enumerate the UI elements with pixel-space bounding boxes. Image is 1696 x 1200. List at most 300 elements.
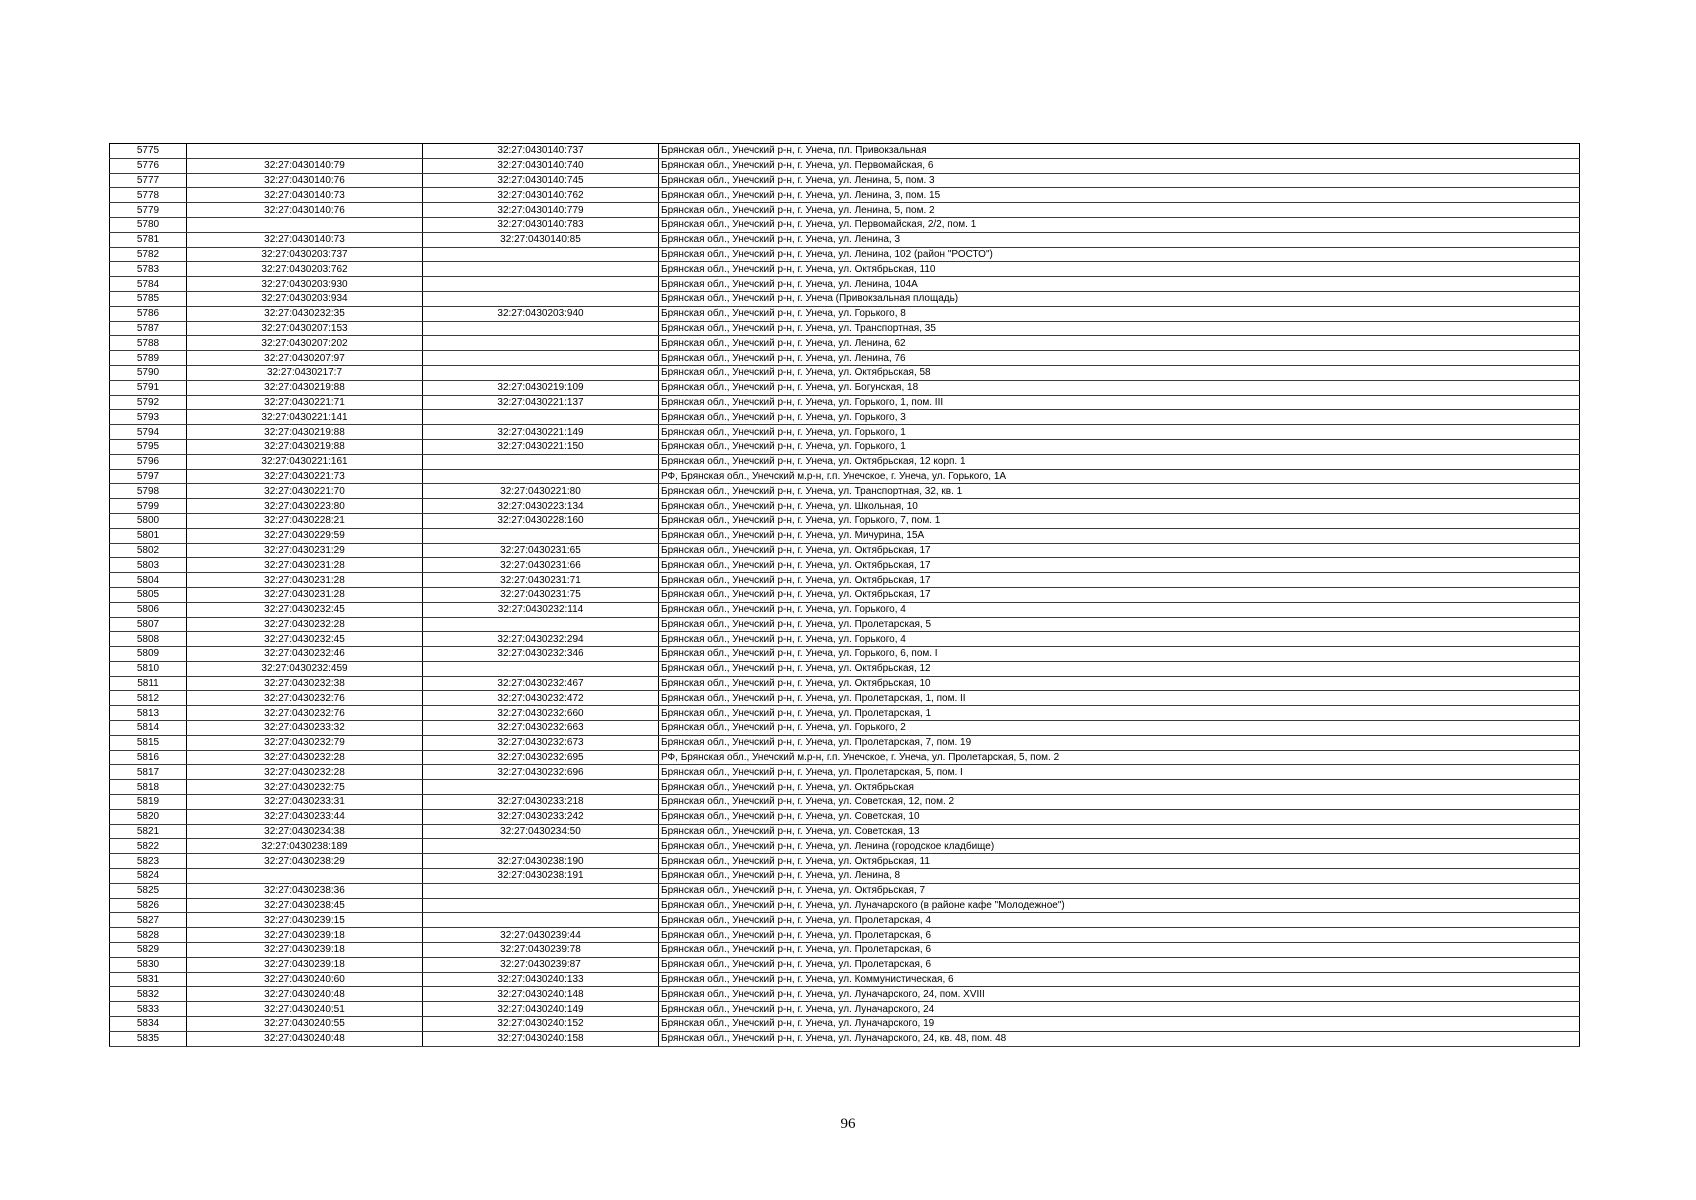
row-number-cell: 5786	[110, 306, 187, 321]
address-cell: Брянская обл., Унечский р-н, г. Унеча, ул. Луначарского, 24, кв. 48, пом. 48	[659, 1031, 1580, 1046]
row-number-cell: 5832	[110, 987, 187, 1002]
object-number-cell	[423, 883, 659, 898]
object-number-cell: 32:27:0430232:472	[423, 691, 659, 706]
row-number-cell: 5828	[110, 928, 187, 943]
land-parcel-number-cell: 32:27:0430203:934	[187, 291, 423, 306]
address-cell: Брянская обл., Унечский р-н, г. Унеча, ул. Горького, 6, пом. I	[659, 647, 1580, 662]
land-parcel-number-cell: 32:27:0430239:18	[187, 928, 423, 943]
address-cell: Брянская обл., Унечский р-н, г. Унеча (Привокзальная площадь)	[659, 291, 1580, 306]
land-parcel-number-cell: 32:27:0430221:73	[187, 469, 423, 484]
object-number-cell	[423, 661, 659, 676]
object-number-cell: 32:27:0430240:152	[423, 1017, 659, 1032]
land-parcel-number-cell: 32:27:0430217:7	[187, 365, 423, 380]
row-number-cell: 5814	[110, 721, 187, 736]
row-number-cell: 5791	[110, 380, 187, 395]
address-cell: Брянская обл., Унечский р-н, г. Унеча, ул. Ленина, 102 (район "РОСТО")	[659, 247, 1580, 262]
row-number-cell: 5831	[110, 972, 187, 987]
object-number-cell: 32:27:0430238:190	[423, 854, 659, 869]
address-cell: Брянская обл., Унечский р-н, г. Унеча, пл. Привокзальная	[659, 144, 1580, 159]
object-number-cell: 32:27:0430231:71	[423, 573, 659, 588]
object-number-cell: 32:27:0430239:78	[423, 943, 659, 958]
object-number-cell: 32:27:0430228:160	[423, 513, 659, 528]
land-parcel-number-cell: 32:27:0430228:21	[187, 513, 423, 528]
address-cell: Брянская обл., Унечский р-н, г. Унеча, ул. Первомайская, 2/2, пом. 1	[659, 217, 1580, 232]
page-number: 96	[840, 1116, 856, 1132]
land-parcel-number-cell: 32:27:0430140:76	[187, 203, 423, 218]
row-number-cell: 5806	[110, 602, 187, 617]
object-number-cell: 32:27:0430240:158	[423, 1031, 659, 1046]
address-cell: Брянская обл., Унечский р-н, г. Унеча, ул. Пролетарская, 6	[659, 957, 1580, 972]
object-number-cell: 32:27:0430219:109	[423, 380, 659, 395]
table-row	[110, 425, 1580, 440]
land-parcel-number-cell: 32:27:0430231:28	[187, 587, 423, 602]
address-cell: Брянская обл., Унечский р-н, г. Унеча, ул. Октябрьская, 7	[659, 883, 1580, 898]
table-row	[110, 839, 1580, 854]
address-cell: Брянская обл., Унечский р-н, г. Унеча, ул. Луначарского (в районе кафе "Молодежное")	[659, 898, 1580, 913]
table-row	[110, 144, 1580, 159]
table-row	[110, 898, 1580, 913]
row-number-cell: 5788	[110, 336, 187, 351]
table-row	[110, 1002, 1580, 1017]
table-row	[110, 277, 1580, 292]
object-number-cell: 32:27:0430233:218	[423, 795, 659, 810]
row-number-cell: 5800	[110, 513, 187, 528]
object-number-cell: 32:27:0430239:44	[423, 928, 659, 943]
object-number-cell: 32:27:0430232:346	[423, 647, 659, 662]
object-number-cell: 32:27:0430140:740	[423, 158, 659, 173]
row-number-cell: 5834	[110, 1017, 187, 1032]
land-parcel-number-cell: 32:27:0430221:161	[187, 454, 423, 469]
table-row	[110, 780, 1580, 795]
table-row	[110, 365, 1580, 380]
row-number-cell: 5812	[110, 691, 187, 706]
table-row	[110, 1017, 1580, 1032]
table-row	[110, 351, 1580, 366]
land-parcel-number-cell: 32:27:0430221:71	[187, 395, 423, 410]
table-row	[110, 928, 1580, 943]
object-number-cell	[423, 454, 659, 469]
row-number-cell: 5825	[110, 883, 187, 898]
land-parcel-number-cell: 32:27:0430240:48	[187, 1031, 423, 1046]
table-row	[110, 602, 1580, 617]
address-cell: Брянская обл., Унечский р-н, г. Унеча, ул. Октябрьская, 11	[659, 854, 1580, 869]
row-number-cell: 5805	[110, 587, 187, 602]
land-parcel-number-cell: 32:27:0430221:70	[187, 484, 423, 499]
land-parcel-number-cell: 32:27:0430232:45	[187, 632, 423, 647]
table-row	[110, 617, 1580, 632]
object-number-cell	[423, 321, 659, 336]
table-row	[110, 291, 1580, 306]
address-cell: Брянская обл., Унечский р-н, г. Унеча, ул. Горького, 4	[659, 602, 1580, 617]
object-number-cell: 32:27:0430232:660	[423, 706, 659, 721]
row-number-cell: 5783	[110, 262, 187, 277]
row-number-cell: 5797	[110, 469, 187, 484]
object-number-cell: 32:27:0430232:294	[423, 632, 659, 647]
land-parcel-number-cell: 32:27:0430229:59	[187, 528, 423, 543]
address-cell: Брянская обл., Унечский р-н, г. Унеча, ул. Ленина, 76	[659, 351, 1580, 366]
cadastral-table-body	[110, 144, 1580, 1047]
address-cell: Брянская обл., Унечский р-н, г. Унеча, ул. Мичурина, 15А	[659, 528, 1580, 543]
object-number-cell: 32:27:0430231:75	[423, 587, 659, 602]
address-cell: Брянская обл., Унечский р-н, г. Унеча, ул. Богунская, 18	[659, 380, 1580, 395]
address-cell: Брянская обл., Унечский р-н, г. Унеча, ул. Ленина, 3	[659, 232, 1580, 247]
object-number-cell: 32:27:0430231:66	[423, 558, 659, 573]
object-number-cell	[423, 898, 659, 913]
row-number-cell: 5802	[110, 543, 187, 558]
land-parcel-number-cell: 32:27:0430232:45	[187, 602, 423, 617]
row-number-cell: 5780	[110, 217, 187, 232]
land-parcel-number-cell: 32:27:0430207:202	[187, 336, 423, 351]
table-row	[110, 869, 1580, 884]
object-number-cell: 32:27:0430232:467	[423, 676, 659, 691]
object-number-cell: 32:27:0430140:762	[423, 188, 659, 203]
land-parcel-number-cell: 32:27:0430232:28	[187, 617, 423, 632]
object-number-cell: 32:27:0430234:50	[423, 824, 659, 839]
land-parcel-number-cell: 32:27:0430233:44	[187, 809, 423, 824]
land-parcel-number-cell: 32:27:0430207:97	[187, 351, 423, 366]
land-parcel-number-cell	[187, 869, 423, 884]
table-row	[110, 158, 1580, 173]
land-parcel-number-cell: 32:27:0430232:75	[187, 780, 423, 795]
row-number-cell: 5798	[110, 484, 187, 499]
row-number-cell: 5793	[110, 410, 187, 425]
address-cell: Брянская обл., Унечский р-н, г. Унеча, ул. Ленина (городское кладбище)	[659, 839, 1580, 854]
row-number-cell: 5817	[110, 765, 187, 780]
land-parcel-number-cell: 32:27:0430232:38	[187, 676, 423, 691]
table-row	[110, 632, 1580, 647]
table-row	[110, 528, 1580, 543]
address-cell: Брянская обл., Унечский р-н, г. Унеча, ул. Транспортная, 35	[659, 321, 1580, 336]
address-cell: Брянская обл., Унечский р-н, г. Унеча, ул. Горького, 1, пом. III	[659, 395, 1580, 410]
table-row	[110, 972, 1580, 987]
object-number-cell	[423, 839, 659, 854]
object-number-cell	[423, 528, 659, 543]
table-row	[110, 1031, 1580, 1046]
object-number-cell: 32:27:0430232:114	[423, 602, 659, 617]
object-number-cell	[423, 277, 659, 292]
address-cell: Брянская обл., Унечский р-н, г. Унеча, ул. Транспортная, 32, кв. 1	[659, 484, 1580, 499]
address-cell: Брянская обл., Унечский р-н, г. Унеча, ул. Ленина, 5, пом. 3	[659, 173, 1580, 188]
row-number-cell: 5821	[110, 824, 187, 839]
table-row	[110, 217, 1580, 232]
address-cell: Брянская обл., Унечский р-н, г. Унеча, ул. Пролетарская, 4	[659, 913, 1580, 928]
row-number-cell: 5810	[110, 661, 187, 676]
row-number-cell: 5779	[110, 203, 187, 218]
row-number-cell: 5776	[110, 158, 187, 173]
object-number-cell: 32:27:0430221:149	[423, 425, 659, 440]
land-parcel-number-cell: 32:27:0430219:88	[187, 439, 423, 454]
object-number-cell: 32:27:0430232:696	[423, 765, 659, 780]
table-row	[110, 262, 1580, 277]
land-parcel-number-cell: 32:27:0430219:88	[187, 425, 423, 440]
address-cell: Брянская обл., Унечский р-н, г. Унеча, ул. Советская, 12, пом. 2	[659, 795, 1580, 810]
object-number-cell: 32:27:0430140:737	[423, 144, 659, 159]
land-parcel-number-cell: 32:27:0430232:79	[187, 735, 423, 750]
table-row	[110, 558, 1580, 573]
address-cell: Брянская обл., Унечский р-н, г. Унеча, ул. Ленина, 5, пом. 2	[659, 203, 1580, 218]
land-parcel-number-cell: 32:27:0430232:459	[187, 661, 423, 676]
object-number-cell: 32:27:0430239:87	[423, 957, 659, 972]
table-row	[110, 721, 1580, 736]
address-cell: Брянская обл., Унечский р-н, г. Унеча, ул. Пролетарская, 6	[659, 928, 1580, 943]
table-row	[110, 987, 1580, 1002]
row-number-cell: 5823	[110, 854, 187, 869]
object-number-cell	[423, 247, 659, 262]
row-number-cell: 5829	[110, 943, 187, 958]
row-number-cell: 5782	[110, 247, 187, 262]
table-row	[110, 439, 1580, 454]
land-parcel-number-cell	[187, 217, 423, 232]
address-cell: Брянская обл., Унечский р-н, г. Унеча, ул. Советская, 13	[659, 824, 1580, 839]
address-cell: Брянская обл., Унечский р-н, г. Унеча, ул. Горького, 7, пом. 1	[659, 513, 1580, 528]
object-number-cell	[423, 913, 659, 928]
address-cell: Брянская обл., Унечский р-н, г. Унеча, ул. Советская, 10	[659, 809, 1580, 824]
land-parcel-number-cell: 32:27:0430238:189	[187, 839, 423, 854]
address-cell: Брянская обл., Унечский р-н, г. Унеча, ул. Ленина, 62	[659, 336, 1580, 351]
object-number-cell: 32:27:0430232:673	[423, 735, 659, 750]
table-row	[110, 499, 1580, 514]
object-number-cell: 32:27:0430223:134	[423, 499, 659, 514]
object-number-cell: 32:27:0430221:80	[423, 484, 659, 499]
row-number-cell: 5824	[110, 869, 187, 884]
table-row	[110, 676, 1580, 691]
address-cell: Брянская обл., Унечский р-н, г. Унеча, ул. Горького, 8	[659, 306, 1580, 321]
table-row	[110, 706, 1580, 721]
row-number-cell: 5784	[110, 277, 187, 292]
address-cell: Брянская обл., Унечский р-н, г. Унеча, ул. Пролетарская, 6	[659, 943, 1580, 958]
table-row	[110, 454, 1580, 469]
table-row	[110, 854, 1580, 869]
land-parcel-number-cell: 32:27:0430207:153	[187, 321, 423, 336]
land-parcel-number-cell: 32:27:0430232:46	[187, 647, 423, 662]
address-cell: Брянская обл., Унечский р-н, г. Унеча, ул. Октябрьская, 12 корп. 1	[659, 454, 1580, 469]
object-number-cell	[423, 365, 659, 380]
address-cell: Брянская обл., Унечский р-н, г. Унеча, ул. Пролетарская, 7, пом. 19	[659, 735, 1580, 750]
object-number-cell	[423, 617, 659, 632]
address-cell: РФ, Брянская обл., Унечский м.р-н, г.п. Унечское, г. Унеча, ул. Пролетарская, 5, пом. 2	[659, 750, 1580, 765]
land-parcel-number-cell: 32:27:0430140:76	[187, 173, 423, 188]
row-number-cell: 5778	[110, 188, 187, 203]
address-cell: Брянская обл., Унечский р-н, г. Унеча, ул. Луначарского, 19	[659, 1017, 1580, 1032]
land-parcel-number-cell: 32:27:0430240:51	[187, 1002, 423, 1017]
table-row	[110, 336, 1580, 351]
row-number-cell: 5787	[110, 321, 187, 336]
land-parcel-number-cell: 32:27:0430234:38	[187, 824, 423, 839]
row-number-cell: 5785	[110, 291, 187, 306]
address-cell: Брянская обл., Унечский р-н, г. Унеча, ул. Октябрьская	[659, 780, 1580, 795]
table-row	[110, 469, 1580, 484]
object-number-cell: 32:27:0430232:695	[423, 750, 659, 765]
object-number-cell: 32:27:0430233:242	[423, 809, 659, 824]
row-number-cell: 5789	[110, 351, 187, 366]
row-number-cell: 5811	[110, 676, 187, 691]
row-number-cell: 5795	[110, 439, 187, 454]
object-number-cell: 32:27:0430240:148	[423, 987, 659, 1002]
cadastral-table	[109, 143, 1580, 1047]
address-cell: Брянская обл., Унечский р-н, г. Унеча, ул. Школьная, 10	[659, 499, 1580, 514]
address-cell: Брянская обл., Унечский р-н, г. Унеча, ул. Горького, 2	[659, 721, 1580, 736]
land-parcel-number-cell: 32:27:0430233:31	[187, 795, 423, 810]
table-row	[110, 587, 1580, 602]
address-cell: Брянская обл., Унечский р-н, г. Унеча, ул. Ленина, 8	[659, 869, 1580, 884]
row-number-cell: 5775	[110, 144, 187, 159]
address-cell: Брянская обл., Унечский р-н, г. Унеча, ул. Горького, 4	[659, 632, 1580, 647]
land-parcel-number-cell: 32:27:0430231:29	[187, 543, 423, 558]
address-cell: Брянская обл., Унечский р-н, г. Унеча, ул. Коммунистическая, 6	[659, 972, 1580, 987]
row-number-cell: 5835	[110, 1031, 187, 1046]
object-number-cell: 32:27:0430231:65	[423, 543, 659, 558]
address-cell: Брянская обл., Унечский р-н, г. Унеча, ул. Октябрьская, 17	[659, 587, 1580, 602]
land-parcel-number-cell: 32:27:0430219:88	[187, 380, 423, 395]
address-cell: РФ, Брянская обл., Унечский м.р-н, г.п. Унечское, г. Унеча, ул. Горького, 1А	[659, 469, 1580, 484]
address-cell: Брянская обл., Унечский р-н, г. Унеча, ул. Горького, 1	[659, 439, 1580, 454]
object-number-cell: 32:27:0430140:85	[423, 232, 659, 247]
row-number-cell: 5808	[110, 632, 187, 647]
row-number-cell: 5801	[110, 528, 187, 543]
table-row	[110, 824, 1580, 839]
row-number-cell: 5822	[110, 839, 187, 854]
table-row	[110, 750, 1580, 765]
row-number-cell: 5833	[110, 1002, 187, 1017]
table-row	[110, 543, 1580, 558]
row-number-cell: 5803	[110, 558, 187, 573]
land-parcel-number-cell: 32:27:0430231:28	[187, 573, 423, 588]
table-row	[110, 513, 1580, 528]
land-parcel-number-cell: 32:27:0430203:762	[187, 262, 423, 277]
table-row	[110, 247, 1580, 262]
table-row	[110, 661, 1580, 676]
address-cell: Брянская обл., Унечский р-н, г. Унеча, ул. Пролетарская, 5, пом. I	[659, 765, 1580, 780]
land-parcel-number-cell: 32:27:0430140:73	[187, 188, 423, 203]
table-row	[110, 203, 1580, 218]
land-parcel-number-cell: 32:27:0430203:930	[187, 277, 423, 292]
row-number-cell: 5799	[110, 499, 187, 514]
table-row	[110, 647, 1580, 662]
address-cell: Брянская обл., Унечский р-н, г. Унеча, ул. Первомайская, 6	[659, 158, 1580, 173]
table-row	[110, 943, 1580, 958]
object-number-cell: 32:27:0430140:745	[423, 173, 659, 188]
table-row	[110, 410, 1580, 425]
row-number-cell: 5777	[110, 173, 187, 188]
row-number-cell: 5804	[110, 573, 187, 588]
object-number-cell: 32:27:0430140:783	[423, 217, 659, 232]
address-cell: Брянская обл., Унечский р-н, г. Унеча, ул. Горького, 1	[659, 425, 1580, 440]
table-row	[110, 691, 1580, 706]
row-number-cell: 5796	[110, 454, 187, 469]
table-row	[110, 380, 1580, 395]
land-parcel-number-cell: 32:27:0430232:28	[187, 750, 423, 765]
land-parcel-number-cell: 32:27:0430239:18	[187, 957, 423, 972]
object-number-cell	[423, 262, 659, 277]
land-parcel-number-cell: 32:27:0430240:60	[187, 972, 423, 987]
row-number-cell: 5781	[110, 232, 187, 247]
land-parcel-number-cell	[187, 144, 423, 159]
land-parcel-number-cell: 32:27:0430240:55	[187, 1017, 423, 1032]
table-row	[110, 913, 1580, 928]
object-number-cell: 32:27:0430240:133	[423, 972, 659, 987]
row-number-cell: 5830	[110, 957, 187, 972]
object-number-cell: 32:27:0430221:150	[423, 439, 659, 454]
table-row	[110, 232, 1580, 247]
table-row	[110, 735, 1580, 750]
address-cell: Брянская обл., Унечский р-н, г. Унеча, ул. Октябрьская, 17	[659, 558, 1580, 573]
object-number-cell: 32:27:0430203:940	[423, 306, 659, 321]
land-parcel-number-cell: 32:27:0430232:35	[187, 306, 423, 321]
address-cell: Брянская обл., Унечский р-н, г. Унеча, ул. Пролетарская, 1	[659, 706, 1580, 721]
address-cell: Брянская обл., Унечский р-н, г. Унеча, ул. Луначарского, 24	[659, 1002, 1580, 1017]
object-number-cell	[423, 780, 659, 795]
row-number-cell: 5815	[110, 735, 187, 750]
address-cell: Брянская обл., Унечский р-н, г. Унеча, ул. Горького, 3	[659, 410, 1580, 425]
row-number-cell: 5820	[110, 809, 187, 824]
table-row	[110, 173, 1580, 188]
land-parcel-number-cell: 32:27:0430223:80	[187, 499, 423, 514]
address-cell: Брянская обл., Унечский р-н, г. Унеча, ул. Октябрьская, 17	[659, 573, 1580, 588]
land-parcel-number-cell: 32:27:0430231:28	[187, 558, 423, 573]
address-cell: Брянская обл., Унечский р-н, г. Унеча, ул. Пролетарская, 5	[659, 617, 1580, 632]
land-parcel-number-cell: 32:27:0430238:29	[187, 854, 423, 869]
table-row	[110, 188, 1580, 203]
row-number-cell: 5818	[110, 780, 187, 795]
table-row	[110, 573, 1580, 588]
object-number-cell	[423, 336, 659, 351]
object-number-cell: 32:27:0430221:137	[423, 395, 659, 410]
address-cell: Брянская обл., Унечский р-н, г. Унеча, ул. Октябрьская, 110	[659, 262, 1580, 277]
table-row	[110, 484, 1580, 499]
object-number-cell	[423, 410, 659, 425]
land-parcel-number-cell: 32:27:0430233:32	[187, 721, 423, 736]
address-cell: Брянская обл., Унечский р-н, г. Унеча, ул. Октябрьская, 10	[659, 676, 1580, 691]
row-number-cell: 5827	[110, 913, 187, 928]
row-number-cell: 5819	[110, 795, 187, 810]
address-cell: Брянская обл., Унечский р-н, г. Унеча, ул. Ленина, 3, пом. 15	[659, 188, 1580, 203]
object-number-cell	[423, 351, 659, 366]
object-number-cell	[423, 469, 659, 484]
land-parcel-number-cell: 32:27:0430239:15	[187, 913, 423, 928]
table-row	[110, 883, 1580, 898]
object-number-cell: 32:27:0430238:191	[423, 869, 659, 884]
land-parcel-number-cell: 32:27:0430238:45	[187, 898, 423, 913]
table-row	[110, 395, 1580, 410]
address-cell: Брянская обл., Унечский р-н, г. Унеча, ул. Октябрьская, 12	[659, 661, 1580, 676]
row-number-cell: 5816	[110, 750, 187, 765]
table-row	[110, 321, 1580, 336]
table-row	[110, 765, 1580, 780]
land-parcel-number-cell: 32:27:0430140:79	[187, 158, 423, 173]
table-row	[110, 795, 1580, 810]
row-number-cell: 5809	[110, 647, 187, 662]
address-cell: Брянская обл., Унечский р-н, г. Унеча, ул. Пролетарская, 1, пом. II	[659, 691, 1580, 706]
address-cell: Брянская обл., Унечский р-н, г. Унеча, ул. Октябрьская, 58	[659, 365, 1580, 380]
land-parcel-number-cell: 32:27:0430232:76	[187, 706, 423, 721]
object-number-cell: 32:27:0430240:149	[423, 1002, 659, 1017]
land-parcel-number-cell: 32:27:0430232:76	[187, 691, 423, 706]
object-number-cell	[423, 291, 659, 306]
address-cell: Брянская обл., Унечский р-н, г. Унеча, ул. Ленина, 104А	[659, 277, 1580, 292]
row-number-cell: 5792	[110, 395, 187, 410]
table-row	[110, 306, 1580, 321]
address-cell: Брянская обл., Унечский р-н, г. Унеча, ул. Октябрьская, 17	[659, 543, 1580, 558]
row-number-cell: 5807	[110, 617, 187, 632]
land-parcel-number-cell: 32:27:0430238:36	[187, 883, 423, 898]
land-parcel-number-cell: 32:27:0430221:141	[187, 410, 423, 425]
address-cell: Брянская обл., Унечский р-н, г. Унеча, ул. Луначарского, 24, пом. XVIII	[659, 987, 1580, 1002]
row-number-cell: 5826	[110, 898, 187, 913]
table-row	[110, 957, 1580, 972]
table-row	[110, 809, 1580, 824]
row-number-cell: 5790	[110, 365, 187, 380]
object-number-cell: 32:27:0430232:663	[423, 721, 659, 736]
